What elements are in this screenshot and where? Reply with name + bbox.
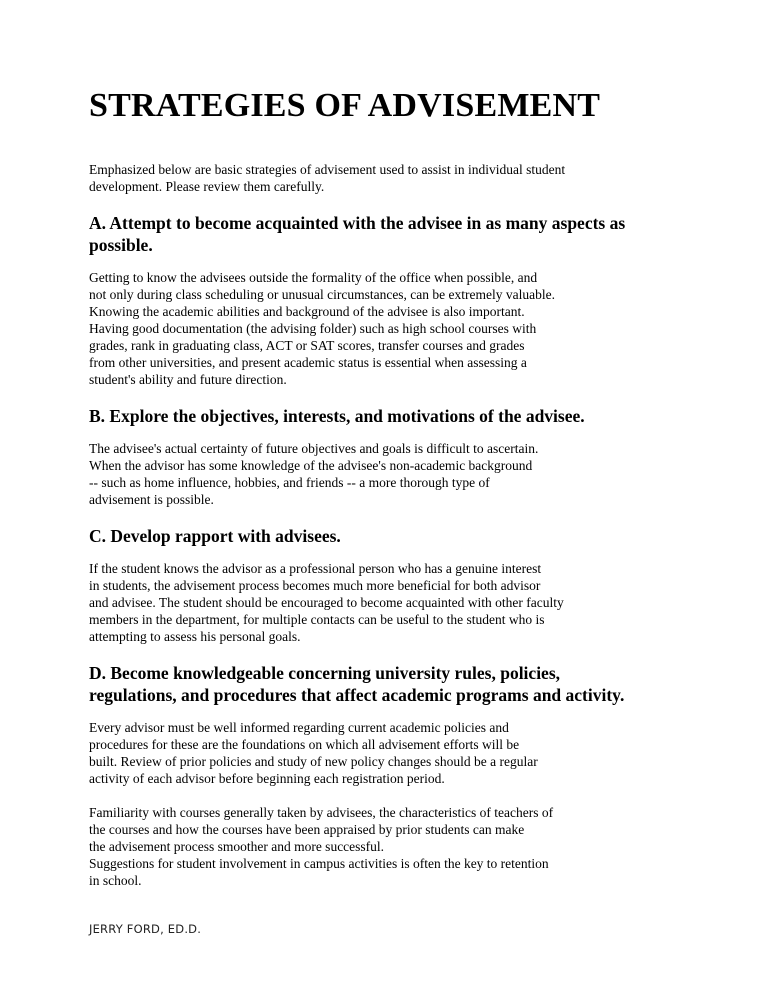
author-footer: JERRY FORD, ED.D. [89, 922, 202, 936]
text-line: the advisement process smoother and more successful. [89, 839, 385, 854]
text-line: attempting to assess his personal goals. [89, 629, 301, 644]
section-a-heading [89, 212, 689, 256]
text-line: Getting to know the advisees outside the formality of the office when possible, and [89, 270, 538, 285]
section-d-paragraph-1 [89, 719, 689, 787]
section-b-heading [89, 405, 689, 427]
text-line: student's ability and future direction. [89, 372, 287, 387]
section-c-paragraph [89, 560, 689, 645]
heading-line: A. Attempt to become acquainted with the advisee in as many aspects as [89, 213, 626, 233]
text-line: Emphasized below are basic strategies of advisement used to assist in individual student [89, 162, 566, 177]
section-c-heading [89, 525, 689, 547]
text-line: grades, rank in graduating class, ACT or SAT scores, transfer courses and grades [89, 338, 525, 353]
text-line: If the student knows the advisor as a professional person who has a genuine interest [89, 561, 542, 576]
text-line: in students, the advisement process becomes much more beneficial for both advisor [89, 578, 541, 593]
heading-line: possible. [89, 235, 153, 255]
text-line: The advisee's actual certainty of future objectives and goals is difficult to ascertain. [89, 441, 539, 456]
text-line: -- such as home influence, hobbies, and friends -- a more thorough type of [89, 475, 490, 490]
heading-line: D. Become knowledgeable concerning university rules, policies, [89, 663, 561, 683]
document-body [89, 85, 689, 889]
heading-line: regulations, and procedures that affect academic programs and activity. [89, 685, 625, 705]
intro-paragraph [89, 161, 689, 195]
text-line: Having good documentation (the advising folder) such as high school courses with [89, 321, 537, 336]
text-line: procedures for these are the foundations on which all advisement efforts will be [89, 737, 520, 752]
text-line: members in the department, for multiple contacts can be useful to the student who is [89, 612, 545, 627]
text-line: Suggestions for student involvement in campus activities is often the key to retention [89, 856, 549, 871]
text-line: Every advisor must be well informed regarding current academic policies and [89, 720, 509, 735]
text-line: built. Review of prior policies and study of new policy changes should be a regular [89, 754, 538, 769]
text-line: and advisee. The student should be encouraged to become acquainted with other faculty [89, 595, 564, 610]
text-line: advisement is possible. [89, 492, 214, 507]
heading-line: B. Explore the objectives, interests, and motivations of the advisee. [89, 406, 585, 426]
page-title: STRATEGIES OF ADVISEMENT [89, 87, 601, 124]
section-d-heading [89, 662, 689, 706]
text-line: When the advisor has some knowledge of the advisee's non-academic background [89, 458, 533, 473]
text-line: from other universities, and present academic status is essential when assessing a [89, 355, 527, 370]
section-b-paragraph [89, 440, 689, 508]
text-line: Familiarity with courses generally taken by advisees, the characteristics of teachers of [89, 805, 554, 820]
text-line: development. Please review them carefully. [89, 179, 325, 194]
text-line: the courses and how the courses have been appraised by prior students can make [89, 822, 525, 837]
section-a-paragraph [89, 269, 689, 388]
section-d-paragraph-2 [89, 804, 689, 889]
text-line: not only during class scheduling or unusual circumstances, can be extremely valuable. [89, 287, 555, 302]
text-line: in school. [89, 873, 142, 888]
text-line: activity of each advisor before beginning each registration period. [89, 771, 445, 786]
text-line: Knowing the academic abilities and background of the advisee is also important. [89, 304, 525, 319]
heading-line: C. Develop rapport with advisees. [89, 526, 341, 546]
